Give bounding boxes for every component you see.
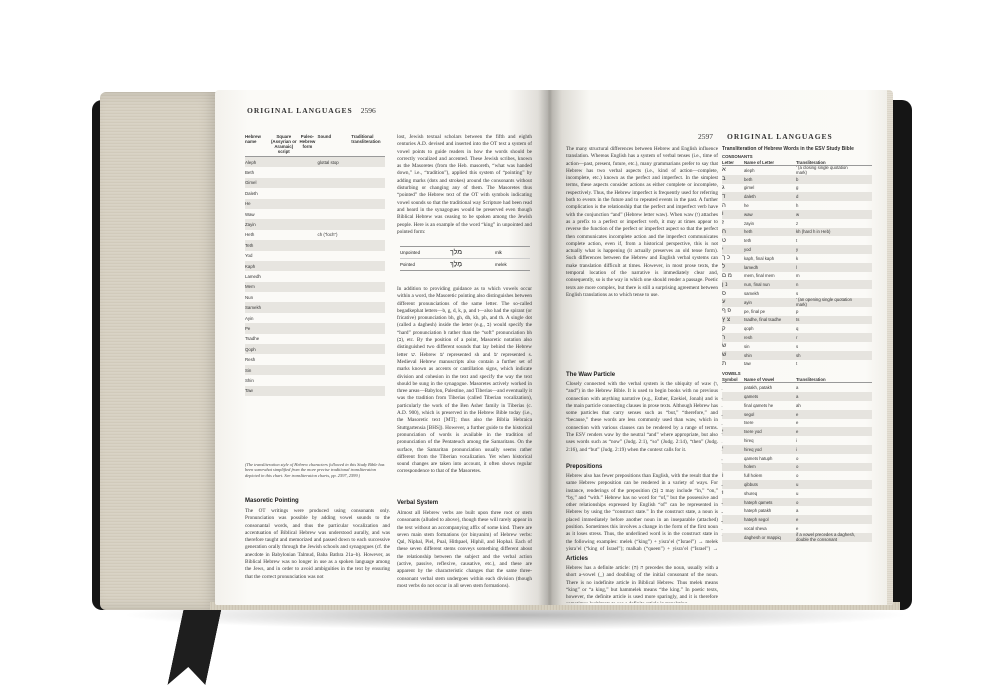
example-row xyxy=(400,247,530,259)
alphabet-row xyxy=(245,261,385,271)
vowel-name: segol xyxy=(744,411,755,417)
consonant-row xyxy=(722,324,872,333)
consonant-translit: s xyxy=(796,291,799,297)
col-paleo: Paleo-Hebrew form xyxy=(299,134,316,149)
vowel-symbol: ֵי xyxy=(722,428,724,435)
vowel-row xyxy=(722,533,872,542)
vowel-rows xyxy=(722,383,872,541)
vowel-translit: e xyxy=(796,420,799,426)
consonant-name: beth xyxy=(744,176,753,182)
alphabet-row xyxy=(245,209,385,219)
letter-sound: ch ("loch") xyxy=(317,232,338,238)
consonant-symbol: ק xyxy=(722,325,726,332)
vowel-name: patakh, patakh xyxy=(744,385,773,391)
consonant-symbol: ת xyxy=(722,360,727,367)
letter-name: Teth xyxy=(245,242,254,248)
consonant-translit: ' (a closing single quotation mark) xyxy=(796,165,848,176)
alphabet-row xyxy=(245,354,385,364)
consonant-row xyxy=(722,254,872,263)
consonant-row xyxy=(722,307,872,316)
example-label: Unpointed xyxy=(400,250,421,255)
vowel-translit: o xyxy=(796,464,799,470)
letter-name: Beth xyxy=(245,170,255,176)
alphabet-row xyxy=(245,344,385,354)
letter-name: Ayin xyxy=(245,315,254,321)
letter-name: Heth xyxy=(245,232,255,238)
consonant-translit: h xyxy=(796,203,799,209)
transliteration-title: Transliteration of Hebrew Words in the ESV Study Bible xyxy=(722,146,854,152)
right-header-title: ORIGINAL LANGUAGES xyxy=(727,132,833,141)
page-edges-left xyxy=(100,92,220,610)
vowel-translit: i xyxy=(796,446,797,452)
vowel-translit: u xyxy=(796,481,799,487)
consonant-row xyxy=(722,342,872,351)
consonant-row xyxy=(722,236,872,245)
consonant-translit: s xyxy=(796,343,799,349)
masoretic-heading: Masoretic Pointing xyxy=(245,498,299,504)
col-vowel-name: Name of Vowel xyxy=(744,377,775,383)
consonant-row xyxy=(722,280,872,289)
left-page xyxy=(215,90,548,605)
consonant-name: shin xyxy=(744,352,752,358)
alphabet-row xyxy=(245,386,385,396)
vowel-name: daghesh or mappiq xyxy=(744,534,781,540)
consonant-translit: t xyxy=(796,361,798,367)
consonant-translit: t xyxy=(796,238,798,244)
letter-name: Tsadhe xyxy=(245,336,260,342)
prepositions-heading: Prepositions xyxy=(566,464,603,470)
example-translit: mlk xyxy=(495,250,502,255)
consonant-row xyxy=(722,360,872,369)
example-hebrew: מלך xyxy=(450,249,463,256)
col-symbol: Symbol xyxy=(722,377,738,383)
vowel-row xyxy=(722,445,872,454)
vowel-translit: a xyxy=(796,394,799,400)
vowel-row xyxy=(722,498,872,507)
articles-heading: Articles xyxy=(566,556,589,562)
consonant-row xyxy=(722,219,872,228)
verbal-system-heading: Verbal System xyxy=(397,500,439,506)
consonant-translit: sh xyxy=(796,352,801,358)
vowel-row xyxy=(722,506,872,515)
consonant-translit: n xyxy=(796,282,799,288)
articles-paragraph: Hebrew has a definite article: ה (ה) precedes the noun, usually with a short a-vowel (_) and doubling of the initial consonant of the noun. There is no indefinite article in Biblical Hebrew. Thus melek means “king” or “a king,” but hammelek means “the king.” In poetic texts, however, the definite article is used more sparingly, and it is therefore xyxy=(566,565,718,601)
vowel-name: hateph patakh xyxy=(744,508,772,514)
consonant-symbol: מ ם xyxy=(722,272,732,279)
verbal-system-paragraph: Almost all Hebrew verbs are built upon three root or stem consonants (alluded to above), though these will rarely appear in the text without an accompanying affix of some kind. There are seven main stem formations (or binyanim) of Hebrew verbs: Qal, Niphal, Piel, Pual, Hithpael, Hiphil, and Hophal. Each of these seven different stems conveys something different about the relationship between the subject and the verbal action (active, passive, reflexive, causative, etc.), and these are apparent by the characteristic changes that the same three-consonant verbal stem undergoes within each division (though most verbs do not occur in all seven stem formations). xyxy=(397,510,532,589)
right-page-number: 2597 xyxy=(698,132,713,141)
vowel-name: hireq yod xyxy=(744,446,762,452)
consonant-row xyxy=(722,298,872,307)
letter-name: Daleth xyxy=(245,190,258,196)
vowel-symbol xyxy=(722,464,744,470)
vowel-symbol xyxy=(722,525,744,531)
vowel-name: full holem xyxy=(744,473,763,479)
consonant-name: qoph xyxy=(744,326,754,332)
consonant-row xyxy=(722,210,872,219)
consonant-translit: z xyxy=(796,220,799,226)
vowel-row xyxy=(722,480,872,489)
letter-name: Lamedh xyxy=(245,273,261,279)
letter-name: Pe xyxy=(245,325,251,331)
letter-name: Taw xyxy=(245,388,253,394)
king-example-table xyxy=(400,246,530,271)
example-hebrew: מֶלֶךְ xyxy=(450,261,463,268)
consonant-symbol: נ ן xyxy=(722,281,728,288)
consonant-name: tsadhe, final tsadhe xyxy=(744,317,782,323)
vowel-name: hateph segol xyxy=(744,517,769,523)
consonant-translit: g xyxy=(796,185,799,191)
consonant-translit: ts xyxy=(796,317,800,323)
consonant-name: zayin xyxy=(744,220,755,226)
consonant-name: aleph xyxy=(744,167,755,173)
consonant-symbol: ז xyxy=(722,220,724,227)
waw-heading: The Waw Particle xyxy=(566,372,616,378)
vowel-translit: o xyxy=(796,499,799,505)
alphabet-row xyxy=(245,323,385,333)
consonant-name: daleth xyxy=(744,194,756,200)
vowel-row xyxy=(722,392,872,401)
consonant-name: yod xyxy=(744,247,751,253)
alphabet-row xyxy=(245,334,385,344)
alphabet-row xyxy=(245,313,385,323)
vowel-symbol xyxy=(722,438,744,444)
vowel-name: qibbuts xyxy=(744,481,758,487)
col-letter: Letter xyxy=(722,160,734,165)
consonant-symbol: שׁ xyxy=(722,352,727,359)
consonant-symbol: ד xyxy=(722,193,726,200)
col-sound: Sound xyxy=(317,134,332,139)
example-row xyxy=(400,259,530,270)
vowel-name: tsere yod xyxy=(744,429,762,435)
vowel-translit: u xyxy=(796,490,799,496)
vowel-symbol xyxy=(722,517,744,523)
vowel-translit: if a vowel precedes a daghesh, double the consonant xyxy=(796,532,856,543)
consonant-symbol: שׂ xyxy=(722,343,727,350)
alphabet-row xyxy=(245,199,385,209)
consonant-row xyxy=(722,201,872,210)
col-translit: Transliteration xyxy=(796,377,826,383)
table-footnote: (The transliteration style of Hebrew characters followed in this Study Bible has been somewhat simplified from the more precise traditional transliteration depicted in this chart. See transliteration charts, pp. 2597, 2599.) xyxy=(245,462,385,478)
vowel-name: tsere xyxy=(744,420,754,426)
vowel-row xyxy=(722,515,872,524)
right-page xyxy=(548,90,893,605)
consonant-symbol: ר xyxy=(722,334,726,341)
consonant-name: nun, final nun xyxy=(744,282,770,288)
hebrew-alphabet-table xyxy=(245,134,385,396)
alphabet-rows xyxy=(245,157,385,396)
aspects-paragraph: The many structural differences between Hebrew and English influence translation. Whereas English has a system of verbal tenses (i.e., time of action—past, present, future, etc.), many grammarians prefer to say that Hebrew has two verbal aspects (i.e., kind of action—complete, incomplete, etc.) known as the perfect and imperfect. In the simplest terms, these aspects consider actions as either complete or incomplete, respectively. Thus, the Hebrew imperfect is frequently used for referring both to events in the future and to repeated events in the past. A further complication is the relationship that the perfect and imperfect verb have with the conjunction “and” (Hebrew letter waw). When waw (ו) attaches as a prefix to a perfect or imperfect verb, it may at times appear to reverse the function of the perfect or imperfect aspect so that the perfect then communicates incomplete action and the imperfect communicates complete action, even if, from a historical perspective, this is not actually what is happening (it actually preserves an old tense form). Such differences between the Hebrew and English verbal systems can make translation difficult at times. However, in most prose texts, the temporal location of the narrative is immediately clear and, consequently, so is the way in which one should render a passage. Poetic texts are more complex, but there is still a surprising agreement between English translations as to which tense to use. xyxy=(566,146,718,298)
consonant-symbol: פ ף xyxy=(722,308,732,315)
consonant-symbol: צ ץ xyxy=(722,316,730,323)
consonant-translit: p xyxy=(796,308,799,314)
alphabet-table-header xyxy=(245,134,385,157)
consonant-row xyxy=(722,175,872,184)
alphabet-row xyxy=(245,302,385,312)
consonant-translit: r xyxy=(796,335,798,341)
consonant-name: waw xyxy=(744,211,753,217)
consonant-name: teth xyxy=(744,238,752,244)
vowel-row xyxy=(722,401,872,410)
col-hebrew-name: Hebrew name xyxy=(245,134,261,144)
alphabet-row xyxy=(245,240,385,250)
vowel-symbol xyxy=(722,411,744,417)
consonant-row xyxy=(722,263,872,272)
alphabet-row xyxy=(245,292,385,302)
transliteration-table xyxy=(722,146,872,542)
vowel-row xyxy=(722,383,872,392)
vowel-symbol xyxy=(722,455,744,461)
consonant-symbol: ע xyxy=(722,299,726,306)
letter-name: He xyxy=(245,201,251,207)
alphabet-row xyxy=(245,375,385,385)
col-translit: Transliteration xyxy=(796,160,826,165)
vowel-name: vocal sheva xyxy=(744,525,767,531)
consonant-row xyxy=(722,333,872,342)
consonants-label: CONSONANTS xyxy=(722,154,753,159)
vowel-symbol xyxy=(722,499,744,505)
vowel-name: hateph qamets xyxy=(744,499,773,505)
vowel-name: qamets xyxy=(744,394,759,400)
consonant-name: sin xyxy=(744,343,750,349)
consonant-name: kaph, final kaph xyxy=(744,255,775,261)
vowel-symbol xyxy=(722,508,744,514)
vowel-translit: e xyxy=(796,517,799,523)
alphabet-row xyxy=(245,188,385,198)
consonant-symbol: ו xyxy=(722,211,724,218)
vowel-row xyxy=(722,419,872,428)
consonant-symbol: ס xyxy=(722,290,726,297)
alphabet-row xyxy=(245,282,385,292)
vowel-symbol xyxy=(722,402,744,408)
vowel-row xyxy=(722,410,872,419)
letter-name: Gimel xyxy=(245,180,257,186)
letter-name: Mem xyxy=(245,284,255,290)
vowel-name: holem xyxy=(744,464,756,470)
consonant-translit: d xyxy=(796,194,799,200)
vowel-row xyxy=(722,489,872,498)
vowel-symbol xyxy=(722,481,744,487)
vowels-label: VOWELS xyxy=(722,371,741,377)
vowel-row xyxy=(722,436,872,445)
col-letter-name: Name of Letter xyxy=(744,160,775,165)
letter-name: Resh xyxy=(245,357,256,363)
prepositions-paragraph: Hebrew also has fewer prepositions than English, with the result that the same Hebrew preposition can be rendered in a variety of ways. For instance, renderings of the preposition ב (ב) may include “in,” “on,” “by,” and “with.” Hebrew has no word for “of,” but the possessive and other relationships expressed by English “of” can be represented in Hebrew by using the “construct state.” In the construct state, a noun is placed immediately before another noun in an inseparable (attached) position. Sometimes this involves a change in the form of the first noun as it loses stress. Thus, the underlined word is in the construct state in the following examples: melek (“king”) + yisra’el (“Israel”) → melek yisra’el (“king of Israel”); malkah (“queen”) + yisra’el (“Israel”) → xyxy=(566,473,718,552)
col-translit: Traditional transliteration xyxy=(351,134,381,144)
letter-name: Sin xyxy=(245,367,252,373)
vowel-row xyxy=(722,463,872,472)
vowel-row xyxy=(722,454,872,463)
vowel-symbol xyxy=(722,534,744,540)
vowel-translit: e xyxy=(796,411,799,417)
consonant-translit: q xyxy=(796,326,799,332)
consonant-symbol: כ ך xyxy=(722,255,731,262)
consonant-row xyxy=(722,184,872,193)
vowel-symbol: וֹ xyxy=(722,472,724,479)
letter-name: Samekh xyxy=(245,305,262,311)
pointing-paragraph: lost, Jewish textual scholars between the fifth and eighth centuries A.D. devised and inserted into the OT text a system of vowel points to guide readers in how the words should be correctly vocalized and accented. These Jewish scribes, known as the Masoretes (from the Heb. masoreth, “what was handed down,” i.e., “tradition”), applied this system of “pointing” by adding marks (dots and strokes) around the consonants without disturbing or changing any of them. The Masoretes thus “pointed” the Hebrew text of the OT with symbols indicating vowel sounds so that the traditional way Scripture had been read and heard in the synagogues would be preserved even though Biblical Hebrew was ceasing to be spoken among the Jewish people. Here is an example of the word “king” in unpointed and pointed form: xyxy=(397,134,532,235)
consonant-translit: m xyxy=(796,273,800,279)
vowel-translit: a xyxy=(796,508,799,514)
consonant-row xyxy=(722,245,872,254)
vowel-name: hireq xyxy=(744,438,754,443)
consonant-name: lamedh xyxy=(744,264,759,270)
waw-paragraph: Closely connected with the verbal system is the ubiquity of waw (ו, “and”) in the Hebrew Bible. It is used to begin books with no previous connection with anything narrative (e.g., Esther, Ezekiel, Jonah) and is the main particle connecting clauses in prose texts. Although Hebrew has some particles that carry senses such as “but,” “therefore,” and “because,” these words are less commonly used than waw, which in connection with various clauses can be rendered by a range of terms. The ESV renders waw by the neutral “and” where appropriate, but also uses words such as “now” (Judg. 2:1), “so” (Judg. 2:14), “then” (Judg. 2:16), and “but” (Judg. 2:19) when the context calls for it. xyxy=(566,381,718,453)
vowel-translit: e xyxy=(796,525,799,531)
consonant-symbol: א xyxy=(722,167,726,174)
consonant-row xyxy=(722,272,872,281)
vowel-translit: e xyxy=(796,429,799,435)
letter-sound: glottal stop xyxy=(317,159,339,165)
alphabet-row xyxy=(245,230,385,240)
consonant-row xyxy=(722,192,872,201)
letter-name: Waw xyxy=(245,211,255,217)
consonant-translit: kh (hard h in Heb) xyxy=(796,229,831,235)
alphabet-row xyxy=(245,365,385,375)
alphabet-row xyxy=(245,178,385,188)
vowel-translit: i xyxy=(796,438,797,443)
consonant-row xyxy=(722,351,872,360)
consonant-name: pe, final pe xyxy=(744,308,766,314)
consonant-translit: ' (an opening single quotation mark) xyxy=(796,297,853,308)
letter-name: Aleph xyxy=(245,159,257,165)
letter-name: Kaph xyxy=(245,263,256,269)
consonant-symbol: ל xyxy=(722,264,726,271)
vowel-translit: a xyxy=(796,385,799,391)
masoretic-paragraph: The OT writings were produced using consonants only. Pronunciation was possible by adding vowel sounds to the consonantal words, and thus the particular vocalization and accentuation of Biblical Hebrew was understood aurally, and was therefore taught and memorized and passed down to each successive generation orally through the Jewish schools and synagogues (cf. the anecdote in Babylonian Talmud, Baba Bathra 21a–b). However, as Biblical Hebrew was no longer in use as a spoken language among the Jews, and in order to avoid ambiguities in the text by ensuring that the correct pronunciation was not xyxy=(245,508,390,580)
consonant-translit: y xyxy=(796,247,799,253)
consonant-symbol: ה xyxy=(722,202,726,209)
alphabet-row xyxy=(245,251,385,261)
consonant-name: mem, final mem xyxy=(744,273,775,279)
consonant-name: taw xyxy=(744,361,751,367)
consonant-symbol: ב xyxy=(722,176,726,183)
vowel-symbol: ִי xyxy=(722,446,724,453)
consonant-row xyxy=(722,316,872,325)
consonant-row xyxy=(722,166,872,175)
vowel-row xyxy=(722,427,872,436)
vowel-row xyxy=(722,471,872,480)
example-label: Pointed xyxy=(400,262,415,267)
alphabet-row xyxy=(245,157,385,167)
left-page-number: 2596 xyxy=(360,106,376,115)
right-running-header xyxy=(698,132,833,141)
vowel-symbol xyxy=(722,394,744,400)
alphabet-row xyxy=(245,219,385,229)
consonant-symbol: ג xyxy=(722,184,725,191)
letter-name: Yod xyxy=(245,253,253,259)
vowel-translit: o xyxy=(796,473,799,479)
vowel-translit: ah xyxy=(796,402,801,408)
vowel-symbol xyxy=(722,385,744,391)
alphabet-row xyxy=(245,271,385,281)
consonant-name: gimel xyxy=(744,185,755,191)
consonant-name: ayin xyxy=(744,299,752,305)
book-gutter xyxy=(538,90,562,605)
vowel-name: qamets hatuph xyxy=(744,455,773,461)
consonant-symbol: ט xyxy=(722,237,726,244)
alphabet-row xyxy=(245,167,385,177)
begadkephat-paragraph: In addition to providing guidance as to which vowels occur within a word, the Masoretic pointing also distinguishes between different pronunciations of the same letter. The so-called begadkephat letters—b, g, d, k, p, and t—also had the spirant (or fricative) pronunciation bh, gh, dh, kh, ph, and th. A single dot (called a daghesh) inside the letter (e.g., ב) would specify the “hard” pronunciation b rather than the “soft” pronunciation bh (ב), etc. By the position of a point, Masoretic notation also distinguished two different sounds that lay behind the Hebrew letter ש. Hebrew שׁ represented sh and שׂ represented s. Medieval Hebrew manuscripts also contain a further set of marks known as accents or cantillation signs, which indicate division and cohesion in the text and specify the way the text should be sung in the synagogue. Masoretes actively worked in three areas—Babylon, Palestine, and Tiberias—and eventually it was the tradition from Tiberias (called Tiberian vocalization), particularly the work of the Ben Asher family in Tiberias (c. A.D. 900), which is preserved in the Hebrew Bible today (i.e., the Masoretic text [MT]; thus also the Biblia Hebraica Stuttgartensia [BHS]). However, a further guide to the historical pronunciation of words is available in the tradition of pronunciation of the Pentateuch among the Samaritans. On the surface, the Samaritan pronunciation usually seems rather different from the Tiberian vocalization. Yet when historical sound changes are taken into account, it often shows regular correspondence to that of the Masoretes. xyxy=(397,286,532,475)
consonant-symbol: ח xyxy=(722,228,726,235)
consonant-translit: k xyxy=(796,255,799,261)
vowel-symbol xyxy=(722,420,744,426)
consonant-symbol: י xyxy=(722,246,724,253)
consonant-name: resh xyxy=(744,335,753,341)
consonant-row xyxy=(722,228,872,237)
vowel-symbol: וּ xyxy=(722,490,724,497)
letter-name: Nun xyxy=(245,294,254,300)
consonant-name: samekh xyxy=(744,291,760,297)
consonant-rows xyxy=(722,166,872,368)
letter-name: Qoph xyxy=(245,346,256,352)
vowel-translit: o xyxy=(796,455,799,461)
consonant-translit: l xyxy=(796,264,797,270)
left-running-header xyxy=(247,106,376,115)
letter-name: Shin xyxy=(245,377,254,383)
col-square-script: Square (Assyrian or Aramaic) script xyxy=(270,134,297,154)
vowel-name: shureq xyxy=(744,490,758,496)
letter-name: Zayin xyxy=(245,222,256,228)
consonant-name: heth xyxy=(744,229,753,235)
vowel-name: final qamets he xyxy=(744,402,774,408)
consonant-translit: b xyxy=(796,176,799,182)
example-translit: melek xyxy=(495,262,507,267)
consonant-translit: w xyxy=(796,211,800,217)
left-header-title: ORIGINAL LANGUAGES xyxy=(247,106,353,115)
consonant-name: he xyxy=(744,203,749,209)
